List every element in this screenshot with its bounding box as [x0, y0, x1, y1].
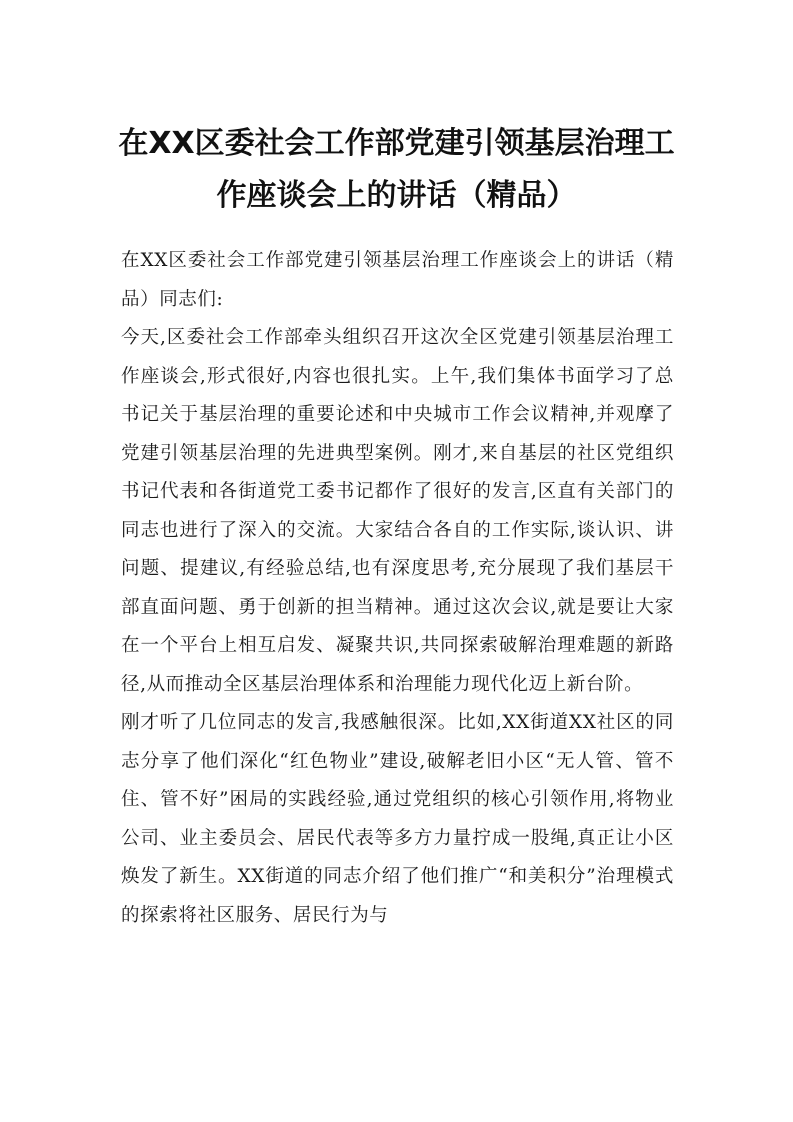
paragraph-opening: 在XX区委社会工作部党建引领基层治理工作座谈会上的讲话（精品）同志们: [121, 250, 674, 310]
document-title: 在XX区委社会工作部党建引领基层治理工作座谈会上的讲话（精品） [118, 126, 675, 213]
paragraph-meeting-summary: 今天,区委社会工作部牵头组织召开这次全区党建引领基层治理工作座谈会,形式很好,内容也很扎实。上午,我们集体书面学习了总书记关于基层治理的重要论述和中央城市工作会议精神,并观摩了党建引领基层治理的先进典型案例。刚才,来自基层的社区党组织书记代表和各街道党工委书记都作了很好的发言,区直有关部门的同志也进行了深入的交流。大家结合各自的工作实际,谈认识、讲问题、提建议,有经验总结,也有深度思考,充分展现了我们基层干部直面问题、勇于创新的担当精神。通过这次会议,就是要让大家在一个平台上相互启发、凝聚共识,共同探索破解治理难题的新路径,从而推动全区基层治理体系和治理能力现代化迈上新台阶。 [121, 327, 674, 695]
document-body [121, 242, 674, 935]
paragraph-reflections: 刚才听了几位同志的发言,我感触很深。比如,XX街道XX社区的同志分享了他们深化“红色物业”建设,破解老旧小区“无人管、管不住、管不好”困局的实践经验,通过党组织的核心引领作用,将物业公司、业主委员会、居民代表等多方力量拧成一股绳,真正让小区焕发了新生。XX街道的同志介绍了他们推广“和美积分”治理模式的探索将社区服务、居民行为与 [121, 712, 674, 926]
